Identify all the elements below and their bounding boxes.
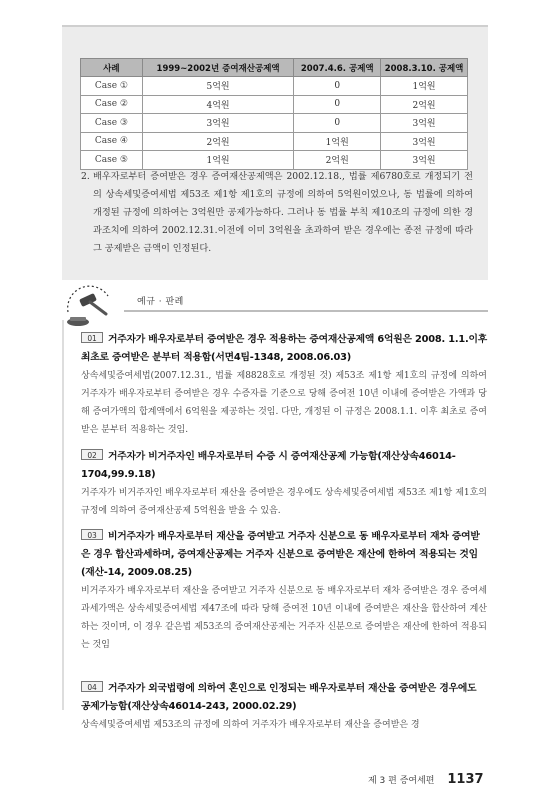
table-cell: 1억원: [381, 77, 468, 96]
footer-part: 제 3 편: [368, 776, 397, 786]
ruling-heading: [81, 528, 487, 582]
ruling-body: 거주자가 비거주자인 배우자로부터 재산을 증여받은 경우에도 상속세및증여세법 제53조 제1항 제1호의 규정에 의하여 증여재산공제 5억원을 받을 수 있음.: [81, 488, 487, 516]
gavel-icon: [58, 282, 118, 332]
table-cell: 0: [294, 114, 381, 133]
section-divider: [124, 310, 488, 312]
table-row: [81, 77, 468, 96]
ruling-title: 거주자가 외국법령에 의하여 혼인으로 인정되는 배우자로부터 재산을 증여받은 경우에도 공제가능함(재산상속46014-243, 2000.02.29): [81, 683, 477, 712]
ruling-item: [81, 448, 487, 520]
table-cell: 5억원: [142, 77, 294, 96]
table-cell: Case ①: [81, 77, 143, 96]
table-cell: 2억원: [381, 95, 468, 114]
table-row: [81, 151, 468, 170]
ruling-number-badge: 04: [81, 681, 103, 692]
table-header: 사례: [81, 59, 143, 77]
ruling-title: 비거주자가 배우자로부터 재산을 증여받고 거주자 신분으로 동 배우자로부터 재차 증여받은 경우 합산과세하며, 증여재산공제는 거주자 신분으로 증여받은 재산에 한하여 적용되는 것임(재산-14, 2009.08.25): [81, 531, 480, 578]
table-cell: 3억원: [381, 114, 468, 133]
ruling-number-badge: 01: [81, 332, 103, 343]
table-cell: Case ⑤: [81, 151, 143, 170]
ruling-item: [81, 680, 487, 734]
ruling-heading: [81, 448, 487, 484]
section-side-line: [62, 320, 64, 710]
note-number: 2.: [81, 171, 90, 182]
table-cell: Case ②: [81, 95, 143, 114]
ruling-heading: [81, 680, 487, 716]
table-cell: 3억원: [381, 132, 468, 151]
section-title: 예규 · 판례: [137, 297, 184, 307]
table-cell: Case ③: [81, 114, 143, 133]
table-cell: 1억원: [142, 151, 294, 170]
ruling-body: 상속세및증여세법(2007.12.31., 법률 제8828호로 개정된 것) 제53조 제1항 제1호의 규정에 의하여 거주자가 배우자로부터 증여받은 경우 수증자를 기준으로 당해 증여전 10년 이내에 증여받은 가액과 당해 증여가액의 합계액에서 6억원을 제공하는 것임. 다만, 개정된 이 규정은 2008.1.1. 이후 최초로 증여받은 분부터 적용하는 것임.: [81, 371, 487, 435]
table-cell: 2억원: [294, 151, 381, 170]
note-text: 배우자로부터 증여받은 경우 증여재산공제액은 2002.12.18., 법률 제6780호로 개정되기 전의 상속세및증여세법 제53조 제1항 제1호의 규정에 의하여 5억원이었으나, 동 법률에 의하여 개정된 규정에 의하여는 3억원만 공제가능하다. 그러나 동 법률 부칙 제10조의 규정에 의한 경과조치에 의하여 2002.12.31.이전에 이미 3억원을 초과하여 받은 경우에는 종전 규정에 따라 그 공제받은 금액이 인정된다.: [93, 171, 473, 254]
ruling-item: [81, 331, 487, 439]
table-row: [81, 132, 468, 151]
ruling-number-badge: 03: [81, 529, 103, 540]
table-cell: 2억원: [142, 132, 294, 151]
table-cell: 3억원: [381, 151, 468, 170]
ruling-number-badge: 02: [81, 449, 103, 460]
table-row: [81, 95, 468, 114]
table-row: [81, 114, 468, 133]
page-footer: [368, 772, 484, 787]
table-cell: 3억원: [142, 114, 294, 133]
ruling-body: 상속세및증여세법 제53조의 규정에 의하여 거주자가 배우자로부터 재산을 증여받은 경: [81, 720, 420, 730]
footer-chapter: 증여세편: [399, 776, 435, 786]
table-cell: 0: [294, 77, 381, 96]
table-header-row: [81, 59, 468, 77]
ruling-body: 비거주자가 배우자로부터 재산을 증여받고 거주자 신분으로 동 배우자로부터 재차 증여받은 경우 증여세 과세가액은 상속세및증여세법 제47조에 따라 당해 증여전 10년 이내에 증여받은 재산을 합산하여 계산하는 것이며, 이 경우 같은법 제53조의 증여재산공제는 거주자 신분으로 증여받은 재산에 한하여 적용되는 것임: [81, 586, 487, 650]
ruling-heading: [81, 331, 487, 367]
table-cell: 4억원: [142, 95, 294, 114]
table-header: 2007.4.6. 공제액: [294, 59, 381, 77]
table-cell: 0: [294, 95, 381, 114]
table-cell: Case ④: [81, 132, 143, 151]
ruling-title: 거주자가 배우자로부터 증여받은 경우 적용하는 증여재산공제액 6억원은 2008. 1.1.이후 최초로 증여받은 분부터 적용함(서면4팀-1348, 2008.06.03): [81, 334, 488, 363]
table-header: 2008.3.10. 공제액: [381, 59, 468, 77]
table-cell: 1억원: [294, 132, 381, 151]
case-table: [80, 58, 468, 170]
ruling-item: [81, 528, 487, 654]
summary-box-border: [62, 25, 488, 27]
note-paragraph: [81, 168, 473, 258]
page-number: 1137: [447, 772, 484, 787]
ruling-title: 거주자가 비거주자인 배우자로부터 수증 시 증여재산공제 가능함(재산상속46014-1704,99.9.18): [81, 451, 456, 480]
table-header: 1999~2002년 증여재산공제액: [142, 59, 294, 77]
